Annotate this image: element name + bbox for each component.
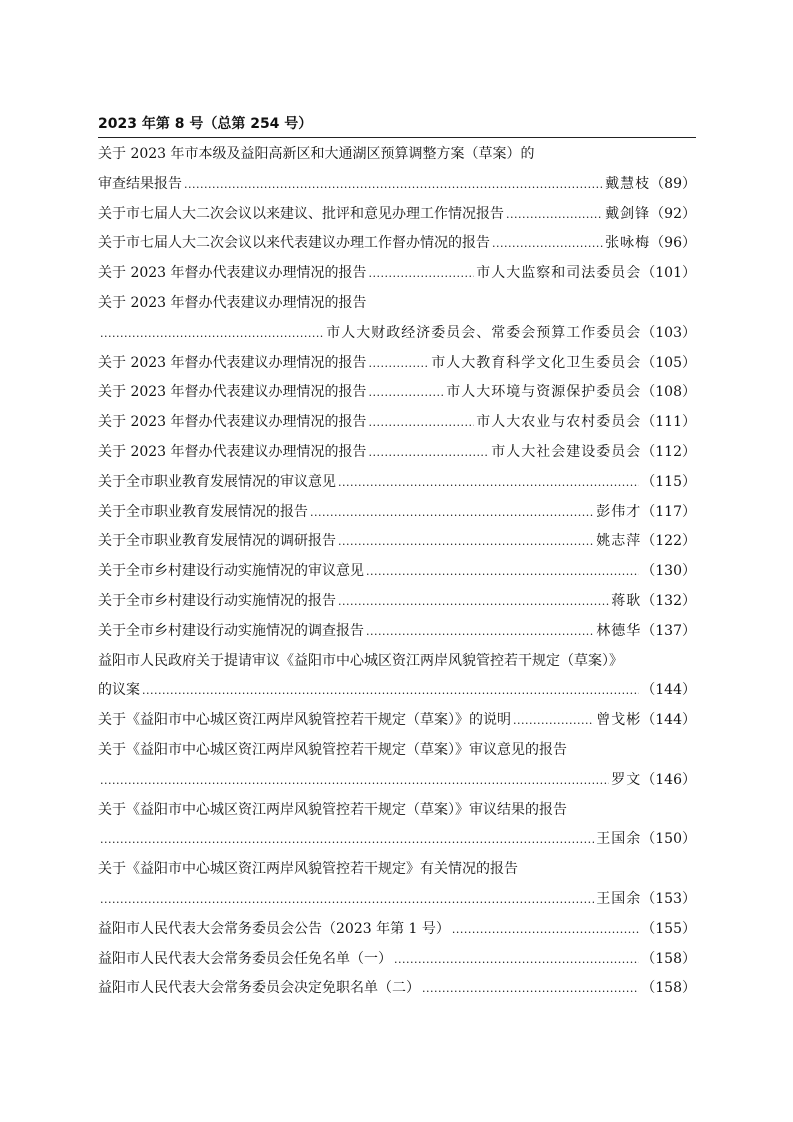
dot-leader [310, 498, 594, 528]
toc-entry[interactable] [98, 229, 696, 259]
toc-entry-title: 关于 2023 年督办代表建议办理情况的报告 [98, 294, 367, 311]
toc-entry-title: 关于《益阳市中心城区资江两岸风貌管控若干规定》有关情况的报告 [98, 861, 518, 878]
issue-number: 2023 年第 8 号（总第 254 号） [98, 116, 313, 132]
toc-entry-title: 审查结果报告 [98, 175, 182, 192]
toc-entry[interactable] [98, 468, 696, 498]
toc-entry-title-line [98, 736, 696, 766]
toc-entry-title: 关于 2023 年督办代表建议办理情况的报告 [98, 354, 367, 371]
dot-leader [338, 527, 594, 557]
toc-entry-title: 益阳市人民代表大会常务委员会任免名单（一） [98, 950, 392, 967]
toc-entry-author: 林德华 [596, 622, 642, 639]
dot-leader [369, 259, 475, 289]
dot-leader [513, 706, 594, 736]
toc-entry-author: 罗文 [611, 771, 642, 788]
toc-entry[interactable] [98, 259, 696, 289]
toc-entry[interactable] [98, 200, 696, 230]
toc-entry-title: 关于全市职业教育发展情况的调研报告 [98, 533, 336, 550]
toc-entry-title: 关于全市乡村建设行动实施情况的调查报告 [98, 622, 364, 639]
toc-entry[interactable] [98, 915, 696, 945]
toc-entry-title: 益阳市人民政府关于提请审议《益阳市中心城区资江两岸风貌管控若干规定（草案）》 [98, 652, 623, 669]
toc-entry-author: 彭伟才 [596, 503, 642, 520]
toc-entry-author: 市人大农业与农村委员会 [476, 414, 642, 431]
toc-entry-title-line [98, 855, 696, 885]
toc-entry-page: （103） [641, 324, 696, 341]
toc-entry-author: 市人大监察和司法委员会 [476, 265, 642, 282]
toc-entry-title: 关于 2023 年督办代表建议办理情况的报告 [98, 443, 367, 460]
toc-entry-title: 益阳市人民代表大会常务委员会决定免职名单（二） [98, 980, 420, 997]
dot-leader [100, 766, 609, 796]
dot-leader [338, 587, 609, 617]
toc-entry[interactable] [98, 498, 696, 528]
page-header [98, 113, 696, 138]
toc-entry-author: 戴慧枝 [605, 175, 651, 192]
table-of-contents [98, 140, 696, 1004]
toc-entry-page: （144） [641, 712, 696, 729]
dot-leader [100, 885, 594, 915]
toc-entry-page: （144） [641, 682, 696, 699]
toc-entry-page: （155） [641, 920, 696, 937]
toc-entry-page: （105） [641, 354, 696, 371]
toc-entry-author: 市人大财政经济委员会、常委会预算工作委员会 [326, 324, 642, 341]
toc-entry-page: （122） [641, 533, 696, 550]
toc-entry-page: （108） [641, 384, 696, 401]
toc-entry-title: 关于全市乡村建设行动实施情况的审议意见 [98, 563, 364, 580]
dot-leader [369, 408, 475, 438]
toc-entry-title: 益阳市人民代表大会常务委员会公告（2023 年第 1 号） [98, 920, 450, 937]
toc-entry-page: （92） [650, 205, 696, 222]
dot-leader [394, 945, 639, 975]
toc-entry[interactable] [98, 706, 696, 736]
toc-entry-page: （117） [641, 503, 696, 520]
toc-entry-author: 市人大环境与资源保护委员会 [446, 384, 642, 401]
toc-entry[interactable] [98, 438, 696, 468]
toc-entry-page: （137） [641, 622, 696, 639]
toc-entry[interactable] [98, 825, 696, 855]
dot-leader [492, 229, 603, 259]
dot-leader [100, 319, 324, 349]
toc-entry-title: 的议案 [98, 682, 140, 699]
toc-entry-title: 关于《益阳市中心城区资江两岸风貌管控若干规定（草案）》审议结果的报告 [98, 801, 567, 818]
toc-entry-title: 关于市七届人大二次会议以来建议、批评和意见办理工作情况报告 [98, 205, 504, 222]
toc-entry[interactable] [98, 617, 696, 647]
toc-entry[interactable] [98, 676, 696, 706]
toc-entry-author: 戴剑锋 [605, 205, 651, 222]
toc-entry-author: 蒋耿 [611, 592, 642, 609]
toc-entry-page: （146） [641, 771, 696, 788]
toc-entry-title-line [98, 647, 696, 677]
toc-entry-title: 关于全市职业教育发展情况的报告 [98, 503, 308, 520]
toc-entry-author: 市人大社会建设委员会 [491, 443, 642, 460]
toc-entry[interactable] [98, 170, 696, 200]
toc-entry-author: 王国余 [596, 831, 642, 848]
toc-entry-page: （89） [650, 175, 696, 192]
dot-leader [338, 468, 639, 498]
toc-entry[interactable] [98, 408, 696, 438]
dot-leader [369, 438, 490, 468]
toc-entry-title: 关于《益阳市中心城区资江两岸风貌管控若干规定（草案）》审议意见的报告 [98, 741, 567, 758]
toc-entry-author: 市人大教育科学文化卫生委员会 [431, 354, 642, 371]
toc-entry-page: （153） [641, 890, 696, 907]
toc-entry-page: （111） [641, 414, 696, 431]
toc-entry-page: （132） [641, 592, 696, 609]
dot-leader [369, 378, 445, 408]
toc-entry[interactable] [98, 885, 696, 915]
dot-leader [452, 915, 639, 945]
toc-entry-author: 张咏梅 [605, 235, 651, 252]
toc-entry-title: 关于 2023 年市本级及益阳高新区和大通湖区预算调整方案（草案）的 [98, 146, 535, 162]
toc-entry-title: 关于 2023 年督办代表建议办理情况的报告 [98, 414, 367, 431]
toc-entry-page: （112） [641, 443, 696, 460]
toc-entry[interactable] [98, 974, 696, 1004]
toc-entry[interactable] [98, 527, 696, 557]
dot-leader [184, 170, 603, 200]
dot-leader [142, 676, 639, 706]
toc-entry-author: 曾戈彬 [596, 712, 642, 729]
dot-leader [366, 617, 594, 647]
toc-entry[interactable] [98, 557, 696, 587]
dot-leader [369, 349, 430, 379]
toc-entry[interactable] [98, 319, 696, 349]
toc-entry-page: （158） [641, 980, 696, 997]
toc-entry-title: 关于 2023 年督办代表建议办理情况的报告 [98, 384, 367, 401]
dot-leader [100, 825, 594, 855]
dot-leader [506, 200, 603, 230]
toc-entry[interactable] [98, 766, 696, 796]
toc-entry[interactable] [98, 378, 696, 408]
toc-entry-page: （158） [641, 950, 696, 967]
toc-entry-author: 王国余 [596, 890, 642, 907]
toc-entry-page: （150） [641, 831, 696, 848]
toc-entry-page: （115） [641, 473, 696, 490]
toc-entry-page: （101） [641, 265, 696, 282]
toc-entry-title: 关于市七届人大二次会议以来代表建议办理工作督办情况的报告 [98, 235, 490, 252]
toc-entry[interactable] [98, 587, 696, 617]
toc-entry-title: 关于全市乡村建设行动实施情况的报告 [98, 592, 336, 609]
toc-entry-page: （96） [650, 235, 696, 252]
toc-entry-title: 关于 2023 年督办代表建议办理情况的报告 [98, 265, 367, 282]
toc-entry-title: 关于全市职业教育发展情况的审议意见 [98, 473, 336, 490]
toc-entry-title-line [98, 796, 696, 826]
toc-entry-title: 关于《益阳市中心城区资江两岸风貌管控若干规定（草案）》的说明 [98, 712, 511, 729]
dot-leader [422, 974, 639, 1004]
toc-entry-author: 姚志萍 [596, 533, 642, 550]
dot-leader [366, 557, 639, 587]
toc-entry-title-line [98, 289, 696, 319]
toc-entry[interactable] [98, 349, 696, 379]
toc-entry[interactable] [98, 945, 696, 975]
toc-entry-page: （130） [641, 563, 696, 580]
toc-entry-title-line [98, 140, 696, 170]
